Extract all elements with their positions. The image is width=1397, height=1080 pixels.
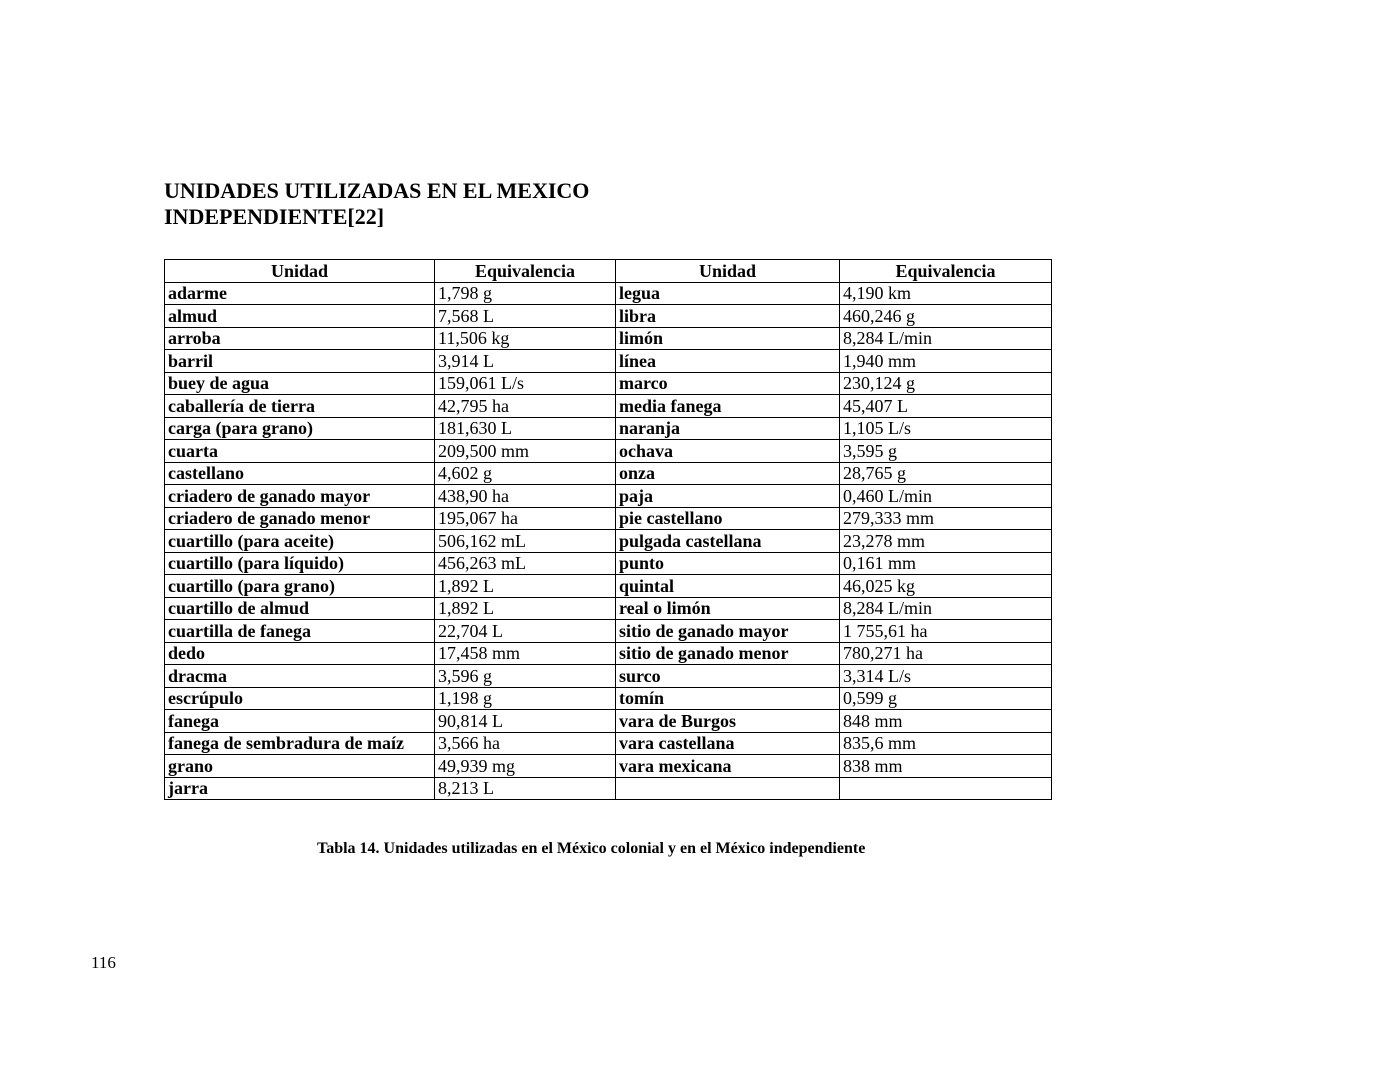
table-row bbox=[165, 507, 1052, 530]
unit-name-right: real o limón bbox=[616, 597, 840, 620]
unit-name-right: punto bbox=[616, 552, 840, 575]
unit-name-right: vara castellana bbox=[616, 732, 840, 755]
header-unidad-2: Unidad bbox=[616, 260, 840, 283]
page-heading bbox=[164, 178, 589, 230]
equivalence-right: 1,940 mm bbox=[840, 350, 1052, 373]
equivalence-left: 1,198 g bbox=[435, 687, 616, 710]
table-row bbox=[165, 575, 1052, 598]
equivalence-right: 230,124 g bbox=[840, 372, 1052, 395]
table-row bbox=[165, 462, 1052, 485]
equivalence-right: 45,407 L bbox=[840, 395, 1052, 418]
equivalence-right bbox=[840, 777, 1052, 800]
unit-name-left: cuartillo (para aceite) bbox=[165, 530, 435, 553]
unit-name-left: cuartillo de almud bbox=[165, 597, 435, 620]
table-row bbox=[165, 642, 1052, 665]
unit-name-right: naranja bbox=[616, 417, 840, 440]
equivalence-left: 3,914 L bbox=[435, 350, 616, 373]
table-row bbox=[165, 755, 1052, 778]
table-row bbox=[165, 530, 1052, 553]
equivalence-right: 3,314 L/s bbox=[840, 665, 1052, 688]
heading-line-1: UNIDADES UTILIZADAS EN EL MEXICO bbox=[164, 178, 590, 203]
table-row bbox=[165, 552, 1052, 575]
equivalence-left: 159,061 L/s bbox=[435, 372, 616, 395]
unit-name-right: limón bbox=[616, 327, 840, 350]
equivalence-left: 49,939 mg bbox=[435, 755, 616, 778]
equivalence-right: 279,333 mm bbox=[840, 507, 1052, 530]
equivalence-left: 7,568 L bbox=[435, 305, 616, 328]
unit-name-left: dedo bbox=[165, 642, 435, 665]
equivalence-left: 438,90 ha bbox=[435, 485, 616, 508]
unit-name-left: buey de agua bbox=[165, 372, 435, 395]
table-row bbox=[165, 440, 1052, 463]
header-equivalencia-1: Equivalencia bbox=[435, 260, 616, 283]
equivalence-left: 8,213 L bbox=[435, 777, 616, 800]
table-row bbox=[165, 417, 1052, 440]
table-row bbox=[165, 620, 1052, 643]
unit-name-right: vara mexicana bbox=[616, 755, 840, 778]
equivalence-right: 3,595 g bbox=[840, 440, 1052, 463]
table-row bbox=[165, 732, 1052, 755]
table-row bbox=[165, 350, 1052, 373]
unit-name-left: caballería de tierra bbox=[165, 395, 435, 418]
unit-name-right bbox=[616, 777, 840, 800]
unit-name-right: marco bbox=[616, 372, 840, 395]
unit-name-left: almud bbox=[165, 305, 435, 328]
equivalence-right: 46,025 kg bbox=[840, 575, 1052, 598]
unit-name-right: sitio de ganado mayor bbox=[616, 620, 840, 643]
unit-name-right: pulgada castellana bbox=[616, 530, 840, 553]
unit-name-right: ochava bbox=[616, 440, 840, 463]
equivalence-left: 3,596 g bbox=[435, 665, 616, 688]
equivalence-right: 460,246 g bbox=[840, 305, 1052, 328]
equivalence-right: 0,599 g bbox=[840, 687, 1052, 710]
unit-name-left: barril bbox=[165, 350, 435, 373]
equivalence-left: 1,798 g bbox=[435, 282, 616, 305]
unit-name-left: fanega de sembradura de maíz bbox=[165, 732, 435, 755]
equivalence-right: 23,278 mm bbox=[840, 530, 1052, 553]
equivalence-right: 0,460 L/min bbox=[840, 485, 1052, 508]
unit-name-left: adarme bbox=[165, 282, 435, 305]
table-row bbox=[165, 305, 1052, 328]
unit-name-right: media fanega bbox=[616, 395, 840, 418]
equivalence-right: 8,284 L/min bbox=[840, 597, 1052, 620]
unit-name-right: vara de Burgos bbox=[616, 710, 840, 733]
unit-name-left: fanega bbox=[165, 710, 435, 733]
equivalence-left: 506,162 mL bbox=[435, 530, 616, 553]
equivalence-left: 42,795 ha bbox=[435, 395, 616, 418]
equivalence-left: 3,566 ha bbox=[435, 732, 616, 755]
units-table-header bbox=[165, 260, 1052, 283]
unit-name-left: cuartillo (para líquido) bbox=[165, 552, 435, 575]
unit-name-right: paja bbox=[616, 485, 840, 508]
header-row bbox=[165, 260, 1052, 283]
equivalence-right: 0,161 mm bbox=[840, 552, 1052, 575]
table-row bbox=[165, 710, 1052, 733]
unit-name-left: cuartilla de fanega bbox=[165, 620, 435, 643]
unit-name-left: criadero de ganado menor bbox=[165, 507, 435, 530]
unit-name-right: libra bbox=[616, 305, 840, 328]
equivalence-right: 28,765 g bbox=[840, 462, 1052, 485]
table-row bbox=[165, 327, 1052, 350]
equivalence-left: 4,602 g bbox=[435, 462, 616, 485]
table-row bbox=[165, 372, 1052, 395]
page-number: 116 bbox=[91, 953, 116, 972]
units-table bbox=[164, 259, 1052, 800]
unit-name-left: criadero de ganado mayor bbox=[165, 485, 435, 508]
units-table-body bbox=[165, 282, 1052, 800]
equivalence-left: 1,892 L bbox=[435, 597, 616, 620]
unit-name-right: pie castellano bbox=[616, 507, 840, 530]
equivalence-left: 90,814 L bbox=[435, 710, 616, 733]
unit-name-right: quintal bbox=[616, 575, 840, 598]
unit-name-left: cuartillo (para grano) bbox=[165, 575, 435, 598]
equivalence-right: 838 mm bbox=[840, 755, 1052, 778]
header-equivalencia-2: Equivalencia bbox=[840, 260, 1052, 283]
equivalence-left: 181,630 L bbox=[435, 417, 616, 440]
unit-name-left: dracma bbox=[165, 665, 435, 688]
equivalence-right: 780,271 ha bbox=[840, 642, 1052, 665]
table-row bbox=[165, 777, 1052, 800]
equivalence-right: 1,105 L/s bbox=[840, 417, 1052, 440]
unit-name-right: onza bbox=[616, 462, 840, 485]
unit-name-left: grano bbox=[165, 755, 435, 778]
equivalence-right: 835,6 mm bbox=[840, 732, 1052, 755]
unit-name-right: sitio de ganado menor bbox=[616, 642, 840, 665]
equivalence-left: 195,067 ha bbox=[435, 507, 616, 530]
unit-name-right: legua bbox=[616, 282, 840, 305]
table-row bbox=[165, 665, 1052, 688]
unit-name-left: castellano bbox=[165, 462, 435, 485]
equivalence-left: 22,704 L bbox=[435, 620, 616, 643]
unit-name-left: jarra bbox=[165, 777, 435, 800]
equivalence-left: 11,506 kg bbox=[435, 327, 616, 350]
equivalence-right: 848 mm bbox=[840, 710, 1052, 733]
table-row bbox=[165, 395, 1052, 418]
equivalence-left: 1,892 L bbox=[435, 575, 616, 598]
unit-name-right: surco bbox=[616, 665, 840, 688]
equivalence-right: 8,284 L/min bbox=[840, 327, 1052, 350]
unit-name-left: arroba bbox=[165, 327, 435, 350]
equivalence-left: 209,500 mm bbox=[435, 440, 616, 463]
equivalence-right: 4,190 km bbox=[840, 282, 1052, 305]
equivalence-right: 1 755,61 ha bbox=[840, 620, 1052, 643]
unit-name-right: tomín bbox=[616, 687, 840, 710]
table-row bbox=[165, 597, 1052, 620]
unit-name-left: cuarta bbox=[165, 440, 435, 463]
equivalence-left: 456,263 mL bbox=[435, 552, 616, 575]
table-row bbox=[165, 485, 1052, 508]
unit-name-right: línea bbox=[616, 350, 840, 373]
table-row bbox=[165, 687, 1052, 710]
heading-line-2: INDEPENDIENTE[22] bbox=[164, 204, 385, 229]
table-caption: Tabla 14. Unidades utilizadas en el México colonial y en el México independiente bbox=[317, 840, 866, 857]
unit-name-left: escrúpulo bbox=[165, 687, 435, 710]
equivalence-left: 17,458 mm bbox=[435, 642, 616, 665]
table-row bbox=[165, 282, 1052, 305]
unit-name-left: carga (para grano) bbox=[165, 417, 435, 440]
header-unidad-1: Unidad bbox=[165, 260, 435, 283]
